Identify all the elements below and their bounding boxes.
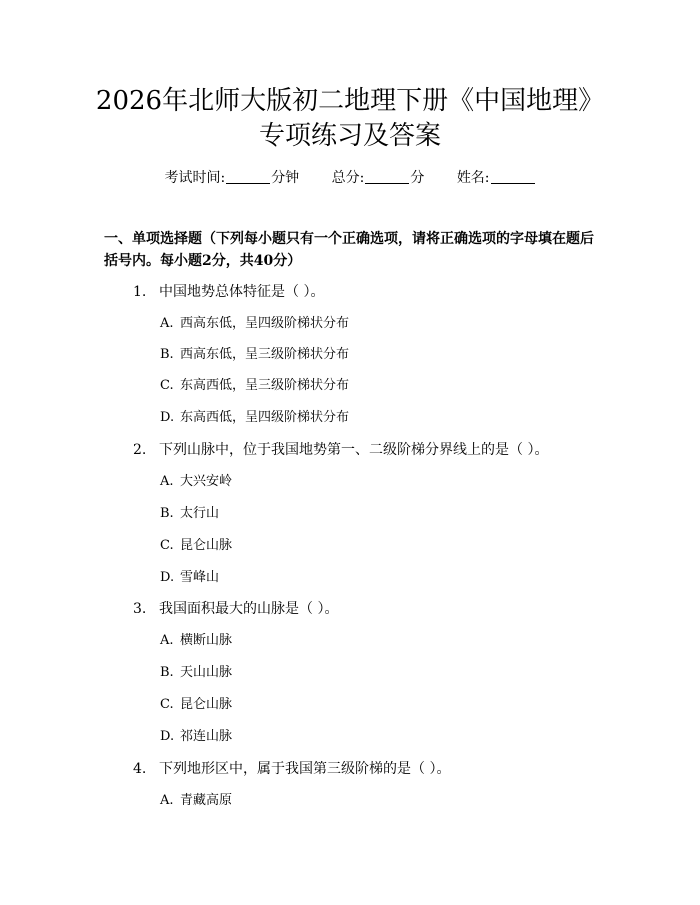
question-4 [133, 759, 450, 779]
total-score-field [332, 170, 429, 186]
option-letter: B. [160, 506, 174, 521]
question-text: 下列山脉中，位于我国地势第一、二级阶梯分界线上的是（ ）。 [159, 442, 549, 458]
option-2c [160, 536, 232, 556]
option-4a [160, 791, 232, 811]
exam-time-label: 考试时间: [164, 170, 226, 186]
option-3c [160, 695, 232, 715]
total-score-unit: 分 [410, 170, 425, 186]
question-text: 下列地形区中，属于我国第三级阶梯的是（ ）。 [159, 761, 451, 777]
option-text: 天山山脉 [180, 665, 233, 680]
option-1a [160, 314, 349, 334]
option-text: 青藏高原 [180, 793, 233, 808]
option-text: 西高东低，呈四级阶梯状分布 [180, 316, 350, 331]
option-text: 昆仑山脉 [180, 697, 233, 712]
document-title-line-2: 专项练习及答案 [258, 121, 441, 151]
option-letter: A. [160, 793, 174, 808]
option-text: 横断山脉 [180, 633, 233, 648]
name-label: 姓名: [456, 170, 490, 186]
exam-time-field [164, 170, 303, 186]
option-text: 西高东低，呈三级阶梯状分布 [180, 347, 350, 362]
option-letter: C. [160, 378, 174, 393]
option-1c [160, 376, 349, 396]
exam-time-blank [226, 169, 270, 184]
option-2d [160, 568, 219, 588]
total-score-label: 总分: [331, 170, 365, 186]
option-1d [160, 408, 349, 428]
option-text: 昆仑山脉 [180, 538, 233, 553]
question-2 [133, 440, 548, 460]
option-2b [160, 504, 219, 524]
option-3a [160, 631, 232, 651]
question-number: 4. [133, 761, 147, 777]
option-letter: D. [160, 570, 175, 585]
option-letter: A. [160, 316, 174, 331]
exam-info-line [0, 168, 700, 188]
name-blank [491, 169, 535, 184]
option-text: 大兴安岭 [180, 474, 233, 489]
question-number: 1. [133, 284, 147, 300]
total-score-blank [365, 169, 409, 184]
question-number: 3. [133, 601, 147, 617]
document-title-line-1: 2026年北师大版初二地理下册《中国地理》 [95, 86, 605, 116]
question-number: 2. [133, 442, 147, 458]
question-1 [133, 282, 324, 302]
option-1b [160, 345, 349, 365]
option-letter: B. [160, 347, 174, 362]
option-letter: C. [160, 697, 174, 712]
question-3 [133, 599, 338, 619]
option-3d [160, 727, 232, 747]
name-field [457, 170, 536, 186]
option-3b [160, 663, 232, 683]
option-text: 雪峰山 [180, 570, 220, 585]
section-heading: 一、单项选择题（下列每小题只有一个正确选项，请将正确选项的字母填在题后括号内。每小题2分，共40分） [104, 231, 594, 269]
option-letter: A. [160, 633, 174, 648]
option-letter: D. [160, 729, 175, 744]
option-letter: D. [160, 410, 175, 425]
option-text: 祁连山脉 [180, 729, 233, 744]
option-2a [160, 472, 232, 492]
question-text: 我国面积最大的山脉是（ ）。 [159, 601, 339, 617]
option-text: 太行山 [180, 506, 220, 521]
option-text: 东高西低，呈四级阶梯状分布 [180, 410, 350, 425]
option-text: 东高西低，呈三级阶梯状分布 [180, 378, 350, 393]
question-text: 中国地势总体特征是（ ）。 [159, 284, 325, 300]
option-letter: B. [160, 665, 174, 680]
option-letter: A. [160, 474, 174, 489]
option-letter: C. [160, 538, 174, 553]
exam-time-unit: 分钟 [271, 170, 300, 186]
